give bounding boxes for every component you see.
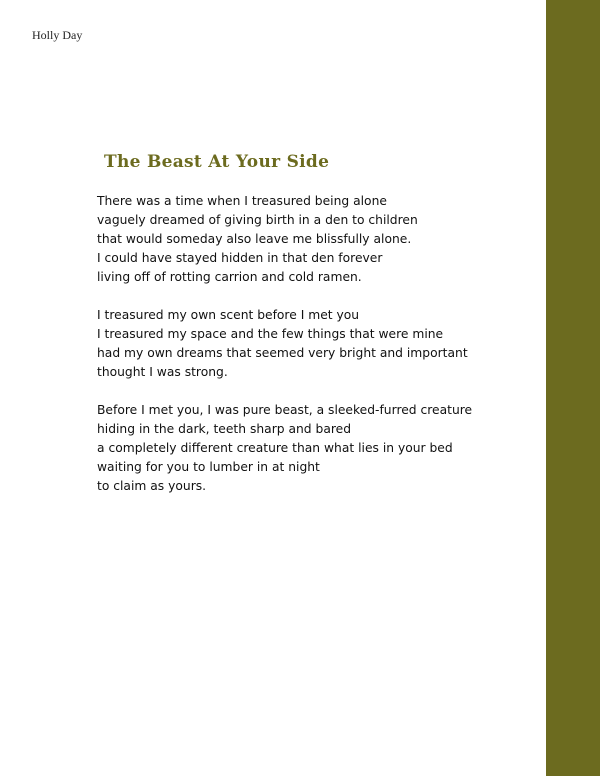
poem-line: There was a time when I treasured being alone: [97, 194, 387, 208]
poem-line: vaguely dreamed of giving birth in a den to children: [97, 213, 418, 227]
poem-line: thought I was strong.: [97, 365, 228, 379]
poem-line: waiting for you to lumber in at night: [97, 460, 320, 474]
poem-line: I could have stayed hidden in that den forever: [97, 251, 383, 265]
poem-body: [97, 192, 542, 515]
poem-title: The Beast At Your Side: [104, 152, 330, 172]
poem-line: to claim as yours.: [97, 479, 207, 493]
poem-line: that would someday also leave me blissfully alone.: [97, 232, 412, 246]
poem-line: hiding in the dark, teeth sharp and bared: [97, 422, 352, 436]
poem-stanza-2: [97, 306, 542, 382]
poem-line: had my own dreams that seemed very bright and important: [97, 346, 468, 360]
poem-line: I treasured my space and the few things that were mine: [97, 327, 444, 341]
poem-stanza-3: [97, 401, 542, 496]
poem-line: I treasured my own scent before I met you: [97, 308, 360, 322]
decorative-side-band: [546, 0, 600, 776]
poem-stanza-1: [97, 192, 542, 287]
poem-line: a completely different creature than what lies in your bed: [97, 441, 453, 455]
page-header-author: Holly Day: [32, 28, 83, 42]
poem-line: living off of rotting carrion and cold ramen.: [97, 270, 362, 284]
poem-line: Before I met you, I was pure beast, a sleeked-furred creature: [97, 403, 473, 417]
